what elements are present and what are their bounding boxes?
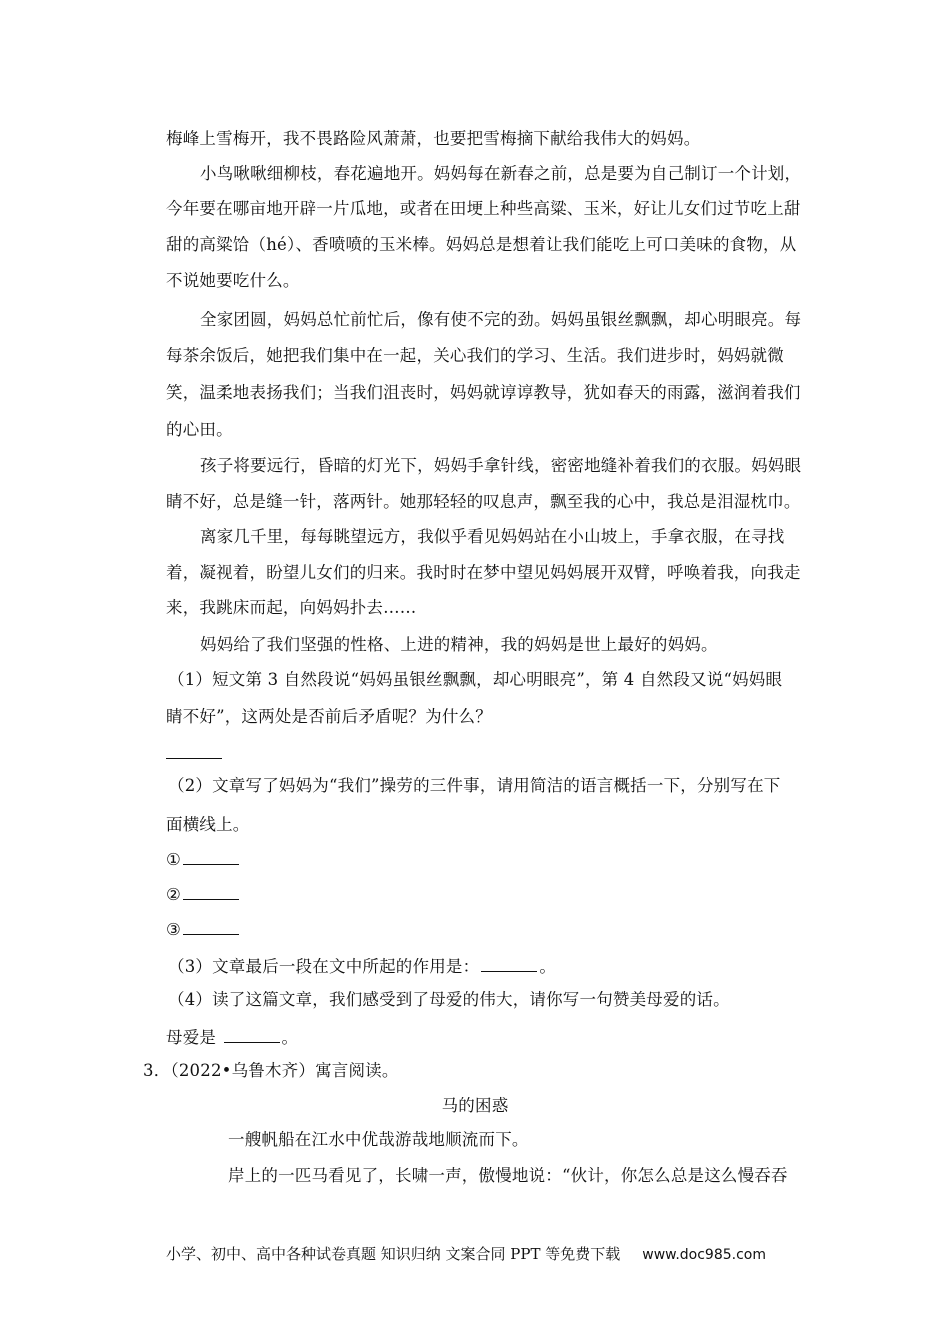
page-footer — [166, 1243, 766, 1264]
passage-line: 孩子将要远行，昏暗的灯光下，妈妈手拿针线，密密地缝补着我们的衣服。妈妈眼 — [200, 456, 802, 475]
question-1-line: 睛不好”，这两处是否前后矛盾呢？为什么？ — [166, 707, 492, 726]
passage-line: 甜的高粱饸（hé）、香喷喷的玉米棒。妈妈总是想着让我们能吃上可口美味的食物，从 — [166, 235, 797, 254]
circled-number: ③ — [166, 920, 181, 939]
question-2-line: （2）文章写了妈妈为“我们”操劳的三件事，请用简洁的语言概括一下，分别写在下 — [168, 776, 781, 795]
question-3-text: （3）文章最后一段在文中所起的作用是： — [168, 957, 480, 976]
question-4-prefix: 母爱是 — [166, 1028, 222, 1047]
answer-line-3[interactable] — [166, 918, 241, 940]
question-2-line: 面横线上。 — [166, 815, 250, 834]
passage-line: 睛不好，总是缝一针，落两针。她那轻轻的叹息声，飘至我的心中，我总是泪湿枕巾。 — [166, 492, 801, 511]
answer-line-2[interactable] — [166, 883, 241, 905]
problem-3-header: 3．（2022•乌鲁木齐）寓言阅读。 — [143, 1061, 399, 1080]
passage-line: 笑，温柔地表扬我们；当我们沮丧时，妈妈就谆谆教导，犹如春天的雨露，滋润着我们 — [166, 383, 801, 402]
passage-line: 小鸟啾啾细柳枝，春花遍地开。妈妈每在新春之前，总是要为自己制订一个计划， — [200, 164, 802, 183]
answer-blank-4[interactable] — [224, 1026, 280, 1043]
passage-line: 的心田。 — [166, 420, 233, 439]
circled-number: ① — [166, 850, 181, 869]
question-3 — [168, 955, 556, 977]
story-title: 马的困惑 — [441, 1096, 509, 1115]
passage-line: 今年要在哪亩地开辟一片瓜地，或者在田埂上种些高粱、玉米，好让儿女们过节吃上甜 — [166, 199, 801, 218]
passage-line: 妈妈给了我们坚强的性格、上进的精神，我的妈妈是世上最好的妈妈。 — [200, 635, 718, 654]
circled-number: ② — [166, 885, 181, 904]
passage-line: 全家团圆，妈妈总忙前忙后，像有使不完的劲。妈妈虽银丝飘飘，却心明眼亮。每 — [200, 310, 802, 329]
passage-line: 着，凝视着，盼望儿女们的归来。我时时在梦中望见妈妈展开双臂，呼唤着我，向我走 — [166, 563, 801, 582]
answer-line-1[interactable] — [166, 848, 241, 870]
story-line: 岸上的一匹马看见了，长啸一声，傲慢地说：“伙计，你怎么总是这么慢吞吞 — [228, 1166, 788, 1185]
punct: 。 — [539, 957, 557, 976]
footer-text: 小学、初中、高中各种试卷真题 知识归纳 文案合同 PPT 等免费下载 — [166, 1245, 621, 1263]
question-4-line: （4）读了这篇文章，我们感受到了母爱的伟大，请你写一句赞美母爱的话。 — [168, 990, 730, 1009]
passage-line: 不说她要吃什么。 — [166, 271, 300, 290]
passage-line: 每茶余饭后，她把我们集中在一起，关心我们的学习、生活。我们进步时，妈妈就微 — [166, 346, 784, 365]
question-1-line: （1）短文第 3 自然段说“妈妈虽银丝飘飘，却心明眼亮”，第 4 自然段又说“妈妈眼 — [168, 670, 783, 689]
answer-blank-3[interactable] — [481, 955, 537, 972]
story-line: 一艘帆船在江水中优哉游哉地顺流而下。 — [228, 1130, 529, 1149]
passage-line: 离家几千里，每每眺望远方，我似乎看见妈妈站在小山坡上，手拿衣服，在寻找 — [200, 527, 785, 546]
punct: 。 — [281, 1028, 299, 1047]
passage-line: 来，我跳床而起，向妈妈扑去…… — [166, 598, 417, 617]
question-4-answer — [166, 1026, 298, 1048]
footer-url[interactable]: www.doc985.com — [642, 1247, 767, 1263]
answer-blank-1[interactable] — [166, 742, 224, 764]
passage-line: 梅峰上雪梅开，我不畏路险风萧萧，也要把雪梅摘下献给我伟大的妈妈。 — [166, 129, 701, 148]
